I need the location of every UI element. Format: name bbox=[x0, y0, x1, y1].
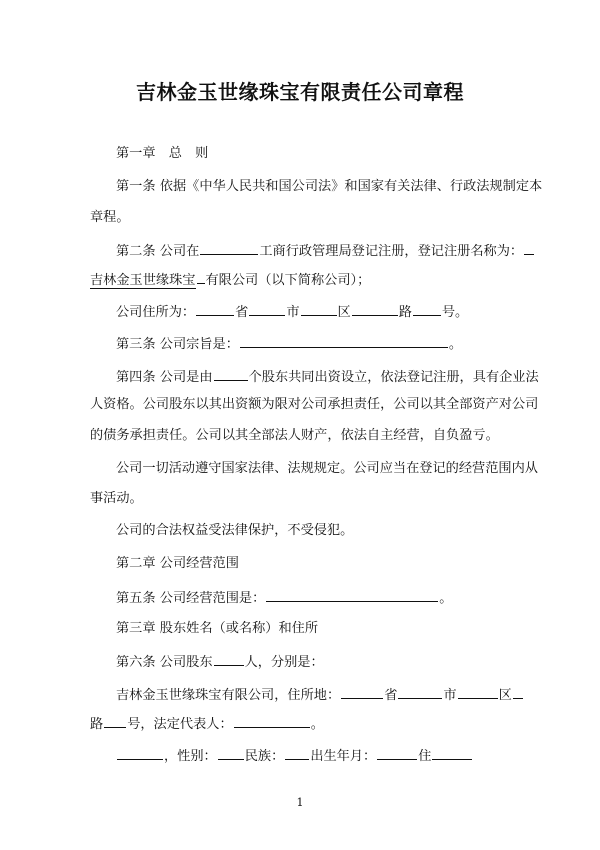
shareholder-1-district-label: 区 bbox=[498, 688, 512, 703]
shareholder-1-line-1 bbox=[116, 685, 546, 705]
shareholder-number-blank[interactable] bbox=[214, 652, 244, 666]
ethnicity-label: 民族： bbox=[244, 749, 285, 764]
chapter-3-heading: 第三章 股东姓名（或名称）和住所 bbox=[116, 621, 319, 636]
shareholder-1-city-label: 市 bbox=[443, 688, 457, 703]
address-number-blank[interactable] bbox=[413, 302, 441, 316]
paragraph-law-line-2: 事活动。 bbox=[90, 491, 143, 506]
chapter-2-heading: 第二章 公司经营范围 bbox=[116, 556, 239, 571]
address-number-label: 号。 bbox=[441, 305, 469, 320]
shareholder-1-road-blank-a[interactable] bbox=[513, 685, 523, 699]
article-4-line-3: 的债务承担责任。公司以其全部法人财产，依法自主经营，自负盈亏。 bbox=[90, 428, 499, 443]
address-district-blank[interactable] bbox=[301, 302, 337, 316]
shareholder-1-district-blank[interactable] bbox=[458, 685, 498, 699]
address-district-label: 区 bbox=[337, 305, 351, 320]
article-6-text-a: 第六条 公司股东 bbox=[116, 655, 213, 670]
article-2-line-2 bbox=[90, 270, 520, 290]
company-address-line bbox=[116, 302, 546, 322]
paragraph-law-line-1: 公司一切活动遵守国家法律、法规规定。公司应当在登记的经营范围内从 bbox=[116, 461, 538, 476]
article-4-text-a: 第四条 公司是由 bbox=[116, 370, 213, 385]
shareholder-2-name-blank[interactable] bbox=[117, 746, 163, 760]
address-city-label: 市 bbox=[286, 305, 300, 320]
shareholder-count-blank[interactable] bbox=[214, 367, 248, 381]
article-2-text-a: 第二条 公司在 bbox=[116, 244, 200, 259]
shareholder-1-text: 吉林金玉世缘珠宝有限公司，住所地： bbox=[116, 688, 341, 703]
article-4-line-2: 人资格。公司股东以其出资额为限对公司承担责任，公司以其全部资产对公司 bbox=[90, 397, 539, 412]
gender-blank[interactable] bbox=[218, 746, 244, 760]
shareholder-1-line-2 bbox=[90, 714, 520, 734]
residence-label: 住 bbox=[418, 749, 432, 764]
chapter-1-heading: 第一章 总 则 bbox=[116, 146, 209, 161]
residence-blank[interactable] bbox=[432, 746, 472, 760]
paragraph-rights: 公司的合法权益受法律保护，不受侵犯。 bbox=[116, 523, 354, 538]
shareholder-2-line bbox=[116, 746, 546, 766]
shareholder-1-representative-label: 号，法定代表人： bbox=[127, 717, 233, 732]
company-purpose-blank[interactable] bbox=[240, 334, 448, 348]
article-1-line-1: 第一条 依据《中华人民共和国公司法》和国家有关法律、行政法规制定本 bbox=[116, 179, 543, 194]
article-5-text: 第五条 公司经营范围是： bbox=[116, 591, 266, 606]
page-number: 1 bbox=[296, 796, 304, 809]
document-title: 吉林金玉世缘珠宝有限责任公司章程 bbox=[136, 80, 464, 104]
address-label: 公司住所为： bbox=[116, 305, 196, 320]
shareholder-1-road-label: 路 bbox=[90, 717, 104, 732]
shareholder-1-city-blank[interactable] bbox=[398, 685, 442, 699]
address-province-blank[interactable] bbox=[196, 302, 234, 316]
birth-date-label: 出生年月： bbox=[310, 749, 377, 764]
business-scope-blank[interactable] bbox=[266, 588, 438, 602]
article-3-period: 。 bbox=[448, 337, 463, 352]
birth-date-blank[interactable] bbox=[377, 746, 417, 760]
address-road-blank[interactable] bbox=[352, 302, 398, 316]
article-1-line-2: 章程。 bbox=[90, 210, 130, 225]
shareholder-1-period: 。 bbox=[310, 717, 324, 732]
article-5-period: 。 bbox=[439, 591, 453, 606]
article-4-line-1 bbox=[116, 367, 546, 387]
registration-authority-blank[interactable] bbox=[200, 241, 258, 255]
article-2-line-1 bbox=[116, 241, 546, 261]
article-3-line bbox=[116, 334, 546, 354]
ethnicity-blank[interactable] bbox=[285, 746, 309, 760]
gender-label: ，性别： bbox=[164, 749, 217, 764]
registration-name-blank[interactable] bbox=[524, 241, 534, 255]
article-2-text-c: 有限公司（以下简称公司）； bbox=[205, 273, 371, 288]
article-3-text: 第三条 公司宗旨是： bbox=[116, 337, 239, 352]
article-6-text-b: 人，分别是： bbox=[244, 655, 324, 670]
article-4-text-b: 个股东共同出资设立，依法登记注册，具有企业法 bbox=[248, 370, 539, 385]
article-2-text-b: 工商行政管理局登记注册，登记注册名称为： bbox=[259, 244, 524, 259]
company-name-underlined: 吉林金玉世缘珠宝 bbox=[90, 273, 196, 288]
article-6-line bbox=[116, 652, 546, 672]
address-city-blank[interactable] bbox=[249, 302, 285, 316]
article-5-line bbox=[116, 588, 546, 608]
shareholder-1-number-blank[interactable] bbox=[104, 714, 126, 728]
shareholder-1-province-blank[interactable] bbox=[341, 685, 383, 699]
legal-representative-blank[interactable] bbox=[234, 714, 310, 728]
company-name-trail-blank[interactable] bbox=[197, 270, 205, 284]
address-road-label: 路 bbox=[398, 305, 412, 320]
address-province-label: 省 bbox=[235, 305, 249, 320]
shareholder-1-province-label: 省 bbox=[384, 688, 398, 703]
